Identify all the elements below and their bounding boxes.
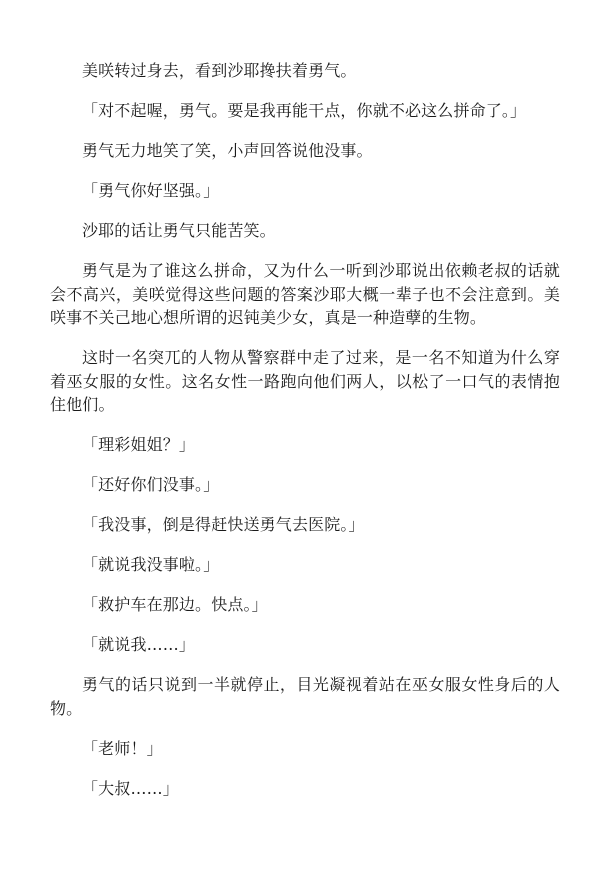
dialogue-line: 「就说我……」 [82, 635, 196, 654]
paragraph: 沙耶的话让勇气只能苦笑。 [82, 221, 276, 240]
dialogue-line: 「老师！」 [82, 738, 163, 758]
dialogue-line: 「救护车在那边。快点。」 [82, 595, 268, 614]
paragraph: 勇气是为了谁这么拼命，又为什么一听到沙耶说出依赖老叔的话就会不高兴，美咲觉得这些问题的答案沙耶大概一辈子也不会注意到。美咲事不关己地心想所谓的迟钝美少女，真是一种造孽的生物。 [50, 261, 560, 327]
dialogue-line: 「我没事，倒是得赶快送勇气去医院。」 [82, 515, 365, 534]
dialogue-line: 「大叔……」 [82, 778, 179, 798]
paragraph: 勇气无力地笑了笑，小声回答说他没事。 [82, 141, 373, 160]
dialogue-line: 「勇气你好坚强。」 [82, 181, 220, 200]
paragraph: 这时一名突兀的人物从警察群中走了过来，是一名不知道为什么穿着巫女服的女性。这名女性一路跑向他们两人，以松了一口气的表情抱住他们。 [50, 348, 560, 414]
paragraph: 美咲转过身去，看到沙耶搀扶着勇气。 [82, 61, 357, 80]
dialogue-line: 「理彩姐姐？」 [82, 435, 196, 454]
dialogue-line: 「对不起喔，勇气。要是我再能干点，你就不必这么拼命了。」 [82, 101, 527, 120]
dialogue-line: 「还好你们没事。」 [82, 475, 220, 494]
dialogue-line: 「就说我没事啦。」 [82, 555, 220, 574]
paragraph: 勇气的话只说到一半就停止，目光凝视着站在巫女服女性身后的人物。 [50, 675, 560, 718]
